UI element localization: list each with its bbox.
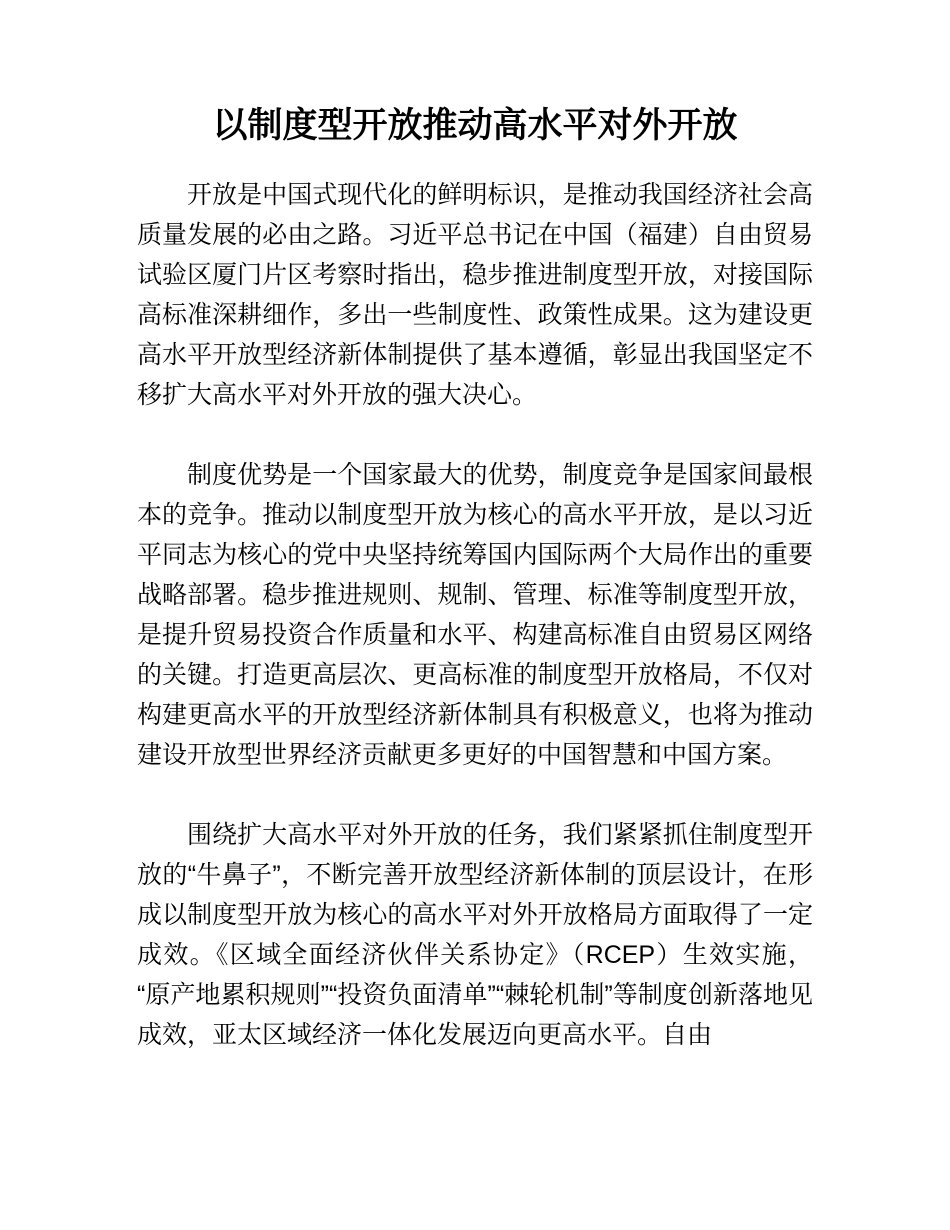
paragraph-3: 围绕扩大高水平对外开放的任务，我们紧紧抓住制度型开放的“牛鼻子”，不断完善开放型经济新体制的顶层设计，在形成以制度型开放为核心的高水平对外开放格局方面取得了一定成效。《区域全面经济伙伴关系协定》（RCEP）生效实施，“原产地累积规则”“投资负面清单”“棘轮机制”等制度创新落地见成效，亚太区域经济一体化发展迈向更高水平。自由 — [137, 821, 813, 1049]
paragraph-1: 开放是中国式现代化的鲜明标识，是推动我国经济社会高质量发展的必由之路。习近平总书记在中国（福建）自由贸易试验区厦门片区考察时指出，稳步推进制度型开放，对接国际高标准深耕细作，多出一些制度性、政策性成果。这为建设更高水平开放型经济新体制提供了基本遵循，彰显出我国坚定不移扩大高水平对外开放的强大决心。 — [137, 181, 813, 409]
document-title: 以制度型开放推动高水平对外开放 — [212, 106, 738, 145]
document-body — [0, 175, 950, 1055]
paragraph-2: 制度优势是一个国家最大的优势，制度竞争是国家间最根本的竞争。推动以制度型开放为核心的高水平开放，是以习近平同志为核心的党中央坚持统筹国内国际两个大局作出的重要战略部署。稳步推进规则、规制、管理、标准等制度型开放，是提升贸易投资合作质量和水平、构建高标准自由贸易区网络的关键。打造更高层次、更高标准的制度型开放格局，不仅对构建更高水平的开放型经济新体制具有积极意义，也将为推动建设开放型世界经济贡献更多更好的中国智慧和中国方案。 — [137, 461, 813, 769]
